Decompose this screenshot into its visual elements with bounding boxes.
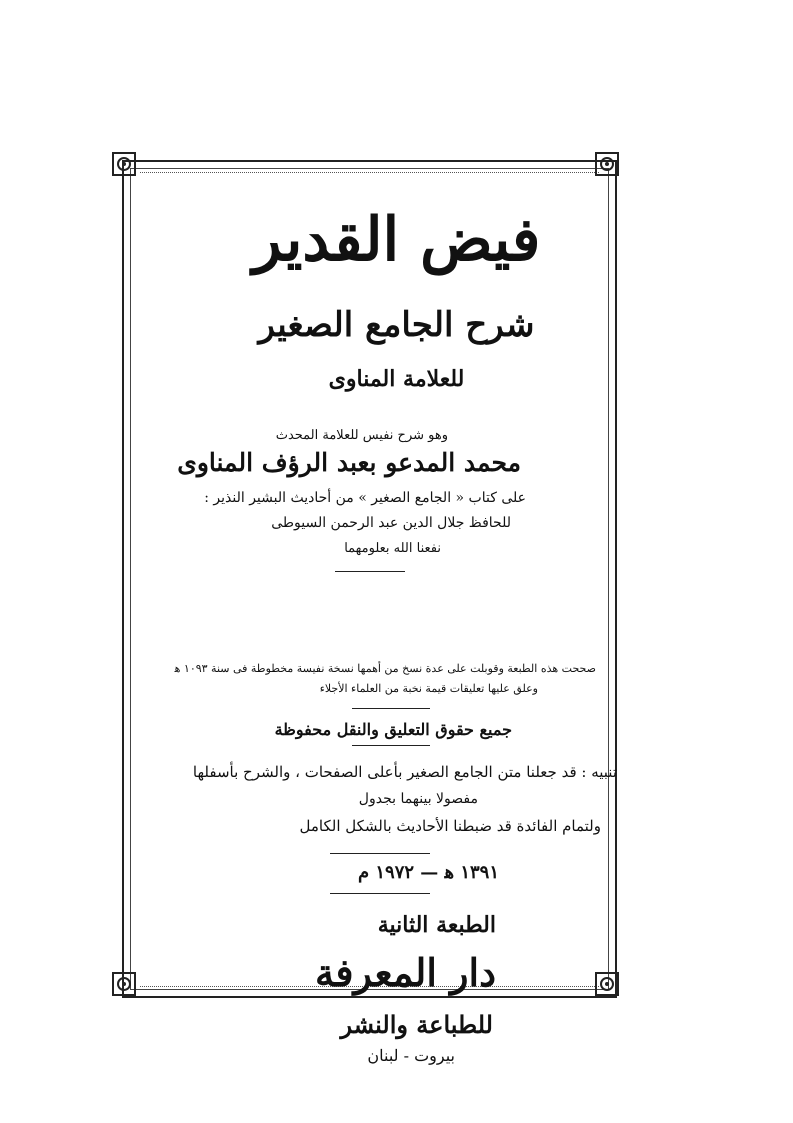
book-subtitle: شرح الجامع الصغير xyxy=(258,305,535,345)
corner-ornament-icon xyxy=(595,972,619,996)
edition-note-2: وعلق عليها تعليقات قيمة نخبة من العلماء الأجلاء xyxy=(319,682,538,695)
publication-date: ١٣٩١ ﻫ — ١٩٧٢ م xyxy=(357,862,499,883)
notice-line-2: مفصولا بينهما بجدول xyxy=(358,791,478,807)
notice-line-1: تنبيه : قد جعلنا متن الجامع الصغير بأعلى الصفحات ، والشرح بأسفلها xyxy=(192,763,617,781)
divider xyxy=(330,853,430,854)
publisher-name: دار المعرفة xyxy=(314,950,496,995)
corner-ornament-icon xyxy=(595,152,619,176)
book-title: فيض القدير xyxy=(252,205,541,275)
top-dotted-rule xyxy=(140,172,599,173)
corner-ornament-icon xyxy=(112,152,136,176)
book-line: على كتاب « الجامع الصغير » من أحاديث البشير النذير : xyxy=(204,490,526,506)
divider xyxy=(330,893,430,894)
publisher-city: بيروت - لبنان xyxy=(367,1046,455,1065)
publisher-subtitle: للطباعة والنشر xyxy=(340,1010,493,1039)
divider xyxy=(335,571,405,572)
intro-note: وهو شرح نفيس للعلامة المحدث xyxy=(275,428,448,443)
rights-statement: جميع حقوق التعليق والنقل محفوظة xyxy=(274,720,512,739)
author-full-name: محمد المدعو بعبد الرؤف المناوى xyxy=(177,448,521,477)
corner-ornament-icon xyxy=(112,972,136,996)
divider xyxy=(352,708,430,709)
prayer-line: نفعنا الله بعلومهما xyxy=(344,541,441,556)
hafiz-line: للحافظ جلال الدين عبد الرحمن السيوطى xyxy=(271,515,511,531)
divider xyxy=(352,745,430,746)
edition-note-1: صححت هذه الطبعة وقوبلت على عدة نسخ من أهمها نسخة نفيسة مخطوطة فى سنة ١٠٩٣ ﻫ xyxy=(174,662,596,675)
author-short: للعلامة المناوى xyxy=(328,366,465,392)
edition-label: الطبعة الثانية xyxy=(377,912,496,938)
notice-line-3: ولتمام الفائدة قد ضبطنا الأحاديث بالشكل الكامل xyxy=(299,817,601,835)
